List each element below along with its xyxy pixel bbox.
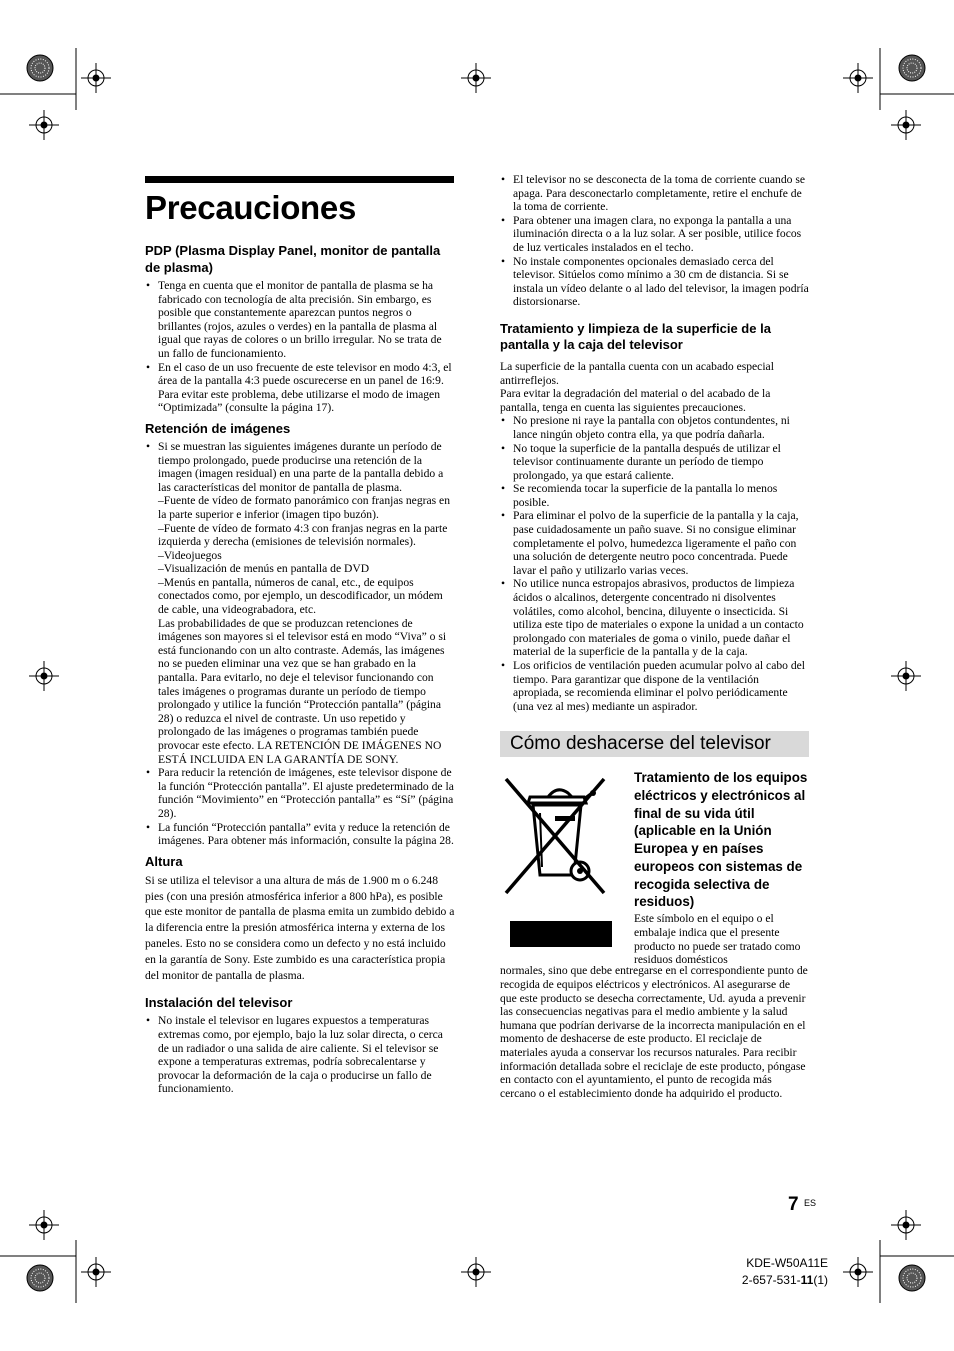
list-item: • Los orificios de ventilación pueden acumular polvo al cabo del tiempo. Para garantizar que dispone de la ventilación apropiada, se recomienda eliminar el polvo periódicamente (una vez al mes) mediante un aspirador.	[500, 659, 809, 713]
retencion-intro: • Si se muestran las siguientes imágenes durante un período de tiempo prolongado, puede producirse una retención de la imagen (imagen residual) en una parte de la pantalla debido a las características del monitor de pantalla de plasma.	[158, 439, 444, 494]
weee-text-rest: normales, sino que debe entregarse en el correspondiente punto de recogida de equipos eléctricos y electrónicos. Al asegurarse de que este producto se desecha correctamente, Ud. ayuda a prevenir las consecuencias negativas para el medio ambiente y la salud humana que podrían derivarse de la incorrecta manipulación en el momento de deshacerse de este producto. El reciclaje de materiales ayuda a conservar los recursos naturales. Para recibir información detallada sobre el reciclaje de este producto, póngase en contacto con el ayuntamiento, el punto de recogida más cercano o el establecimiento donde ha adquirido el producto.	[500, 964, 808, 1100]
retencion-sub-item: –Videojuegos	[158, 548, 222, 562]
retencion-list	[145, 440, 455, 848]
list-item	[145, 440, 455, 766]
page-title: Precauciones	[145, 189, 357, 226]
retencion-sub-item: –Fuente de vídeo de formato panorámico con franjas negras en la parte superior e inferior (imagen tipo buzón).	[158, 494, 450, 521]
limpieza-list	[500, 414, 809, 713]
right-column	[500, 173, 809, 1100]
retencion-close: Las probabilidades de que se produzcan retenciones de imágenes son mayores si el televisor está en modo “Viva” o si está funcionando con un alto contraste. Además, las imágenes no se pueden eliminar una vez que se han grabado en la pantalla. Para evitarlo, no deje el televisor funcionando con tales imágenes o programas durante un período de tiempo prolongado y utilice la función “Protección pantalla” (página 28) o reduzca el nivel de contraste. Un uso repetido y prolongado de las imágenes o programas también puede provocar este efecto. LA RETENCIÓN DE IMÁGENES NO ESTÁ INCLUIDA EN LA GARANTÍA DE SONY.	[158, 616, 447, 766]
title-rule	[145, 176, 454, 183]
retencion-heading: Retención de imágenes	[145, 420, 291, 436]
part-bold: 11	[800, 1273, 814, 1287]
altura-text: Si se utiliza el televisor a una altura de más de 1.900 m o 6.248 pies (con una presión atmosférica inferior a 800 hPa), es posible que este monitor de pantalla de plasma emita un zumbido debido a la diferencia entre la presión atmosférica interna y externa de los paneles. Esto no se considera como un defecto y no está incluido en la garantía de Sony. Este zumbido es una característica propia del monitor de pantalla de plasma.	[145, 873, 455, 982]
model-info	[742, 1255, 828, 1289]
list-item: • Se recomienda tocar la superficie de la pantalla lo menos posible.	[500, 482, 809, 509]
instalacion-heading: Instalación del televisor	[145, 995, 293, 1011]
list-item: • No instale componentes opcionales demasiado cerca del televisor. Sitúelos como mínimo a 30 cm de distancia. Si se instala un vídeo delante o al lado del televisor, la imagen podría distorsionarse.	[500, 255, 809, 309]
list-item: • No utilice nunca estropajos abrasivos, productos de limpieza ácidos o alcalinos, detergente concentrado ni disolventes volátiles, como alcohol, bencina, diluyente o insecticida. Si utiliza este tipo de materiales o expone la unidad a un contacto prolongado con materiales de goma o vinilo, puede dañar el material de la superficie de la pantalla y de la caja.	[500, 577, 809, 659]
instalacion-list-continued	[500, 173, 809, 309]
list-item: • Para reducir la retención de imágenes, este televisor dispone de la función “Protección pantalla”. El ajuste predeterminado de la función “Movimiento” en “Protección pantalla” es “Sí” (página 28).	[145, 766, 455, 820]
limpieza-intro-2: Para evitar la degradación del material o del acabado de la pantalla, tenga en cuenta las siguientes precauciones.	[500, 387, 771, 414]
altura-heading: Altura	[145, 853, 183, 869]
left-column	[145, 176, 455, 1096]
list-item: • Para eliminar el polvo de la superficie de la pantalla y la caja, pase cuidadosamente un paño suave. Si no consigue eliminar completamente el polvo, humedezca ligeramente el paño con una solución de detergente neutro poco concentrada. Puede lavar el paño y utilizarlo varias veces.	[500, 509, 809, 577]
weee-text-side: Este símbolo en el equipo o el embalaje indica que el presente producto no puede ser tratado como residuos domésticos	[634, 912, 801, 967]
list-item: • No toque la superficie de la pantalla después de utilizar el televisor continuamente durante un período de tiempo prolongado, ya que estará caliente.	[500, 442, 809, 483]
part-number	[742, 1272, 828, 1289]
disposal-section-bar	[500, 731, 809, 757]
retencion-sub-item: –Fuente de vídeo de formato 4:3 con franjas negras en la parte izquierda y derecha (emisiones de televisión normales).	[158, 521, 448, 549]
pdp-list	[145, 279, 455, 415]
disposal-section-title: Cómo deshacerse del televisor	[510, 733, 771, 755]
list-item: • No instale el televisor en lugares expuestos a temperaturas extremas como, por ejemplo, bajo la luz solar directa, o cerca de un radiador o una salida de aire caliente. Si el televisor se expone a temperaturas extremas, podría sobrecalentarse y provocar la deformación de la caja o producirse un fallo de funcionamiento.	[145, 1014, 455, 1096]
limpieza-intro-1: La superficie de la pantalla cuenta con un acabado especial antirreflejos.	[500, 359, 774, 387]
list-item: • La función “Protección pantalla” evita y reduce la retención de imágenes. Para obtener más información, consulte la página 28.	[145, 821, 455, 848]
retencion-sub-item: –Visualización de menús en pantalla de DVD	[158, 562, 370, 576]
crossed-out-wheelie-bin-icon	[500, 769, 612, 954]
retencion-sub-item: –Menús en pantalla, números de canal, etc., de equipos conectados como, por ejemplo, un descodificador, un módem de cable, una videograbadora, etc.	[158, 575, 443, 617]
list-item: • Para obtener una imagen clara, no exponga la pantalla a una iluminación directa o a la luz solar. A ser posible, utilice focos de luz verticales instalados en el techo.	[500, 214, 809, 255]
list-item: • En el caso de un uso frecuente de este televisor en modo 4:3, el área de la pantalla 4:3 puede oscurecerse en un panel de 16:9. Para evitar este problema, debe utilizarse el modo de imagen “Optimizada” (consulte la página 17).	[145, 361, 455, 415]
list-item: • El televisor no se desconecta de la toma de corriente cuando se apaga. Para desconectarlo completamente, retire el enchufe de la toma de corriente.	[500, 173, 809, 214]
weee-heading: Tratamiento de los equipos eléctricos y electrónicos al final de su vida útil (aplicable en la Unión Europea y en países europeos con sistemas de recogida selectiva de residuos)	[634, 770, 808, 910]
weee-block	[500, 769, 809, 967]
page-number: 7	[788, 1194, 799, 1215]
part-prefix: 2-657-531-	[741, 1273, 801, 1287]
model-number: KDE-W50A11E	[746, 1256, 828, 1270]
page-language: ES	[804, 1198, 817, 1208]
list-item: • No presione ni raye la pantalla con objetos contundentes, ni lance ningún objeto contra ella, ya que podría dañarla.	[500, 414, 809, 441]
part-suffix: (1)	[813, 1273, 828, 1287]
list-item: • Tenga en cuenta que el monitor de pantalla de plasma se ha fabricado con tecnología de alta precisión. Sin embargo, es posible que constantemente aparezcan puntos negros o brillantes (rojos, azules o verdes) en la pantalla de plasma al igual que rayas de colores o un brillo irregular. No se trata de un fallo de funcionamiento.	[145, 279, 455, 361]
limpieza-heading: Tratamiento y limpieza de la superficie de la pantalla y la caja del televisor	[500, 320, 771, 353]
instalacion-list	[145, 1014, 455, 1096]
pdp-heading: PDP (Plasma Display Panel, monitor de pantalla de plasma)	[145, 243, 441, 275]
